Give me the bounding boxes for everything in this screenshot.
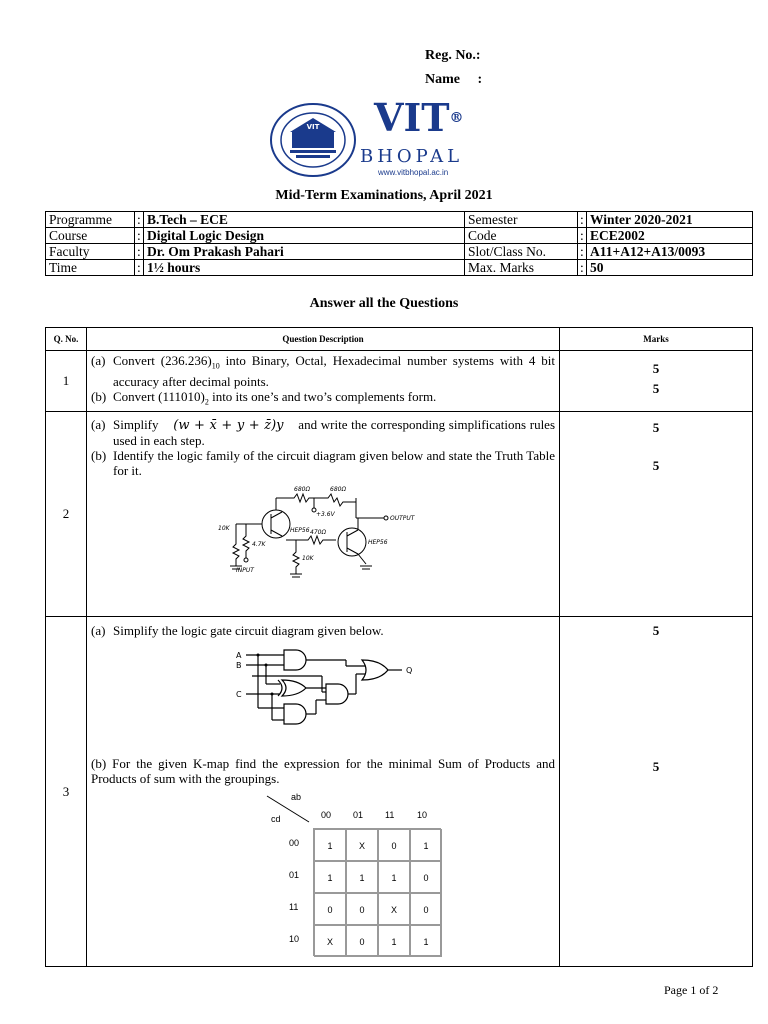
- q1-part-b: [91, 389, 555, 410]
- kmap-col-header: 10: [417, 810, 428, 821]
- info-label: Programme: [46, 212, 135, 228]
- qno-2: 2: [46, 412, 87, 617]
- kmap-cell: 1: [346, 861, 378, 893]
- qno-3: 3: [46, 617, 87, 967]
- q1-b-text-1: Convert (111010): [113, 388, 205, 404]
- kmap-cell: X: [314, 925, 346, 957]
- kmap-cell: X: [378, 893, 410, 925]
- reg-no-label: Reg. No.:: [425, 48, 481, 63]
- kmap-cell: 1: [378, 925, 410, 957]
- info-value: 1½ hours: [144, 260, 465, 276]
- info-label: Faculty: [46, 244, 135, 260]
- q2-a-label: (a): [91, 417, 106, 433]
- kmap-col-header: 01: [353, 810, 364, 821]
- q3-part-a: [91, 623, 555, 638]
- q2-a-text-1: Simplify: [113, 417, 159, 433]
- info-label: Semester: [465, 212, 578, 228]
- question-row-2: [46, 412, 753, 617]
- k-map: [231, 792, 471, 962]
- info-value: ECE2002: [587, 228, 753, 244]
- circuit-t2-label: HEP56: [368, 539, 388, 547]
- circuit-r1-label: 680Ω: [294, 486, 311, 494]
- info-row: [46, 228, 753, 244]
- kmap-cell: 1: [410, 925, 442, 957]
- info-label: Course: [46, 228, 135, 244]
- kmap-row-header: 10: [289, 934, 300, 945]
- circuit-r3-label: 470Ω: [310, 529, 327, 537]
- kmap-row-header: 01: [289, 870, 300, 881]
- q2-part-b: [91, 448, 555, 478]
- info-colon: :: [578, 228, 587, 244]
- instructions: Answer all the Questions: [309, 296, 459, 311]
- vit-logo-text: [374, 95, 464, 140]
- kmap-col-header: 00: [321, 810, 332, 821]
- info-value: Dr. Om Prakash Pahari: [144, 244, 465, 260]
- col-marks-header: Marks: [560, 328, 753, 351]
- info-value: 50: [587, 260, 753, 276]
- q2-marks: [560, 412, 753, 617]
- circuit-r6-label: 10K: [218, 525, 230, 533]
- q1-b-label: (b): [91, 388, 107, 404]
- info-colon: :: [578, 212, 587, 228]
- kmap-cell: 1: [314, 829, 346, 861]
- kmap-ab-label: ab: [291, 792, 302, 803]
- kmap-cell: X: [346, 829, 378, 861]
- kmap-cell: 0: [410, 893, 442, 925]
- gate-output-q: Q: [406, 666, 413, 676]
- circuit-input-label: INPUT: [236, 567, 254, 575]
- circuit-vcc-label: +3.6V: [316, 511, 335, 519]
- svg-text:VIT: VIT: [306, 123, 320, 131]
- circuit-r5-label: 4.7K: [252, 541, 266, 549]
- vit-logo-sub: BHOPAL: [360, 146, 464, 167]
- q1-a-text: [113, 353, 555, 389]
- q2-a-text: [113, 417, 555, 448]
- gate-input-a: A: [236, 651, 242, 661]
- q3-a-marks: 5: [652, 623, 660, 639]
- question-row-3: [46, 617, 753, 967]
- kmap-cell: 0: [410, 861, 442, 893]
- circuit-r2-label: 680Ω: [330, 486, 347, 494]
- info-colon: :: [578, 260, 587, 276]
- gate-input-b: B: [236, 661, 242, 671]
- transistor-circuit-diagram: [216, 484, 555, 590]
- info-label: Slot/Class No.: [465, 244, 578, 260]
- q3-a-text: Simplify the logic gate circuit diagram given below.: [113, 623, 384, 639]
- q2-b-marks: 5: [652, 458, 660, 474]
- vit-seal-logo: [268, 102, 358, 178]
- info-colon: :: [135, 228, 144, 244]
- q1-a-text-1: Convert (236.236): [113, 353, 212, 368]
- kmap-cell: 1: [410, 829, 442, 861]
- q1-b-text-2: into its one’s and two’s complements form.: [208, 388, 437, 404]
- q3-a-label: (a): [91, 623, 106, 639]
- vit-logo-main: VIT: [374, 95, 450, 140]
- q1-a-text-2: into Binary, Octal, Hexadecimal number systems with 4 bit accuracy after decimal points.: [113, 353, 555, 389]
- q1-description: [87, 351, 560, 412]
- circuit-r4-label: 10K: [302, 555, 314, 563]
- col-qno-header: Q. No.: [46, 328, 87, 351]
- q1-marks: [560, 351, 753, 412]
- q1-b-sub: 2: [204, 397, 209, 407]
- q3-marks: [560, 617, 753, 967]
- name-label: [425, 72, 482, 88]
- info-value: Digital Logic Design: [144, 228, 465, 244]
- kmap-cell: 1: [314, 861, 346, 893]
- kmap-cell-grid: [313, 828, 441, 956]
- circuit-t1-label: HEP56: [290, 527, 310, 535]
- name-label-text: Name: [425, 72, 460, 87]
- info-value: Winter 2020-2021: [587, 212, 753, 228]
- page-number: Page 1 of 2: [664, 983, 719, 997]
- name-colon: :: [477, 72, 483, 87]
- gate-input-c: C: [236, 690, 242, 700]
- q1-b-text: [113, 389, 555, 410]
- info-label: Code: [465, 228, 578, 244]
- info-row: [46, 244, 753, 260]
- q2-b-label: (b): [91, 448, 107, 464]
- info-value: B.Tech – ECE: [144, 212, 465, 228]
- info-colon: :: [135, 244, 144, 260]
- q2-description: [87, 412, 560, 617]
- info-row: [46, 260, 753, 276]
- questions-table: [45, 327, 753, 967]
- kmap-cell: 0: [314, 893, 346, 925]
- q1-a-sub: 10: [211, 361, 220, 371]
- q2-a-marks: 5: [652, 420, 660, 436]
- q3-b-marks: 5: [652, 759, 660, 775]
- logic-gate-diagram: [236, 646, 555, 734]
- q3-description: [87, 617, 560, 967]
- q2-a-expression: (w + x̄ + y + z̄)y: [173, 418, 284, 434]
- kmap-cell: 0: [378, 829, 410, 861]
- kmap-row-header: 11: [289, 902, 299, 913]
- info-colon: :: [135, 212, 144, 228]
- registered-mark: ®: [449, 110, 464, 126]
- questions-header-row: [46, 328, 753, 351]
- q2-b-text: Identify the logic family of the circuit diagram given below and state the Truth Table for it.: [113, 448, 555, 479]
- exam-title: Mid-Term Examinations, April 2021: [275, 188, 493, 203]
- q2-part-a: [91, 417, 555, 448]
- kmap-cell: 1: [378, 861, 410, 893]
- qno-1: 1: [46, 351, 87, 412]
- col-desc-header: Question Description: [87, 328, 560, 351]
- info-row: [46, 212, 753, 228]
- q3-b-text: (b) For the given K-map find the expression for the minimal Sum of Products and Products of sum with the groupings.: [91, 756, 555, 787]
- course-info-table: [45, 211, 753, 276]
- circuit-output-label: OUTPUT: [390, 515, 415, 523]
- info-value: A11+A12+A13/0093: [587, 244, 753, 260]
- info-label: Time: [46, 260, 135, 276]
- q2-a-text-2: and write the corresponding simplifications rules used in each step.: [113, 417, 556, 449]
- question-row-1: [46, 351, 753, 412]
- q1-part-a: [91, 353, 555, 389]
- info-label: Max. Marks: [465, 260, 578, 276]
- q1-a-marks: 5: [652, 361, 660, 376]
- info-colon: :: [135, 260, 144, 276]
- q1-b-marks: 5: [652, 381, 660, 396]
- q1-a-label: (a): [91, 353, 106, 368]
- kmap-cell: 0: [346, 925, 378, 957]
- kmap-row-header: 00: [289, 838, 300, 849]
- kmap-cell: 0: [346, 893, 378, 925]
- vit-url: www.vitbhopal.ac.in: [378, 168, 449, 177]
- kmap-cd-label: cd: [271, 814, 281, 825]
- info-colon: :: [578, 244, 587, 260]
- kmap-col-header: 11: [385, 810, 395, 821]
